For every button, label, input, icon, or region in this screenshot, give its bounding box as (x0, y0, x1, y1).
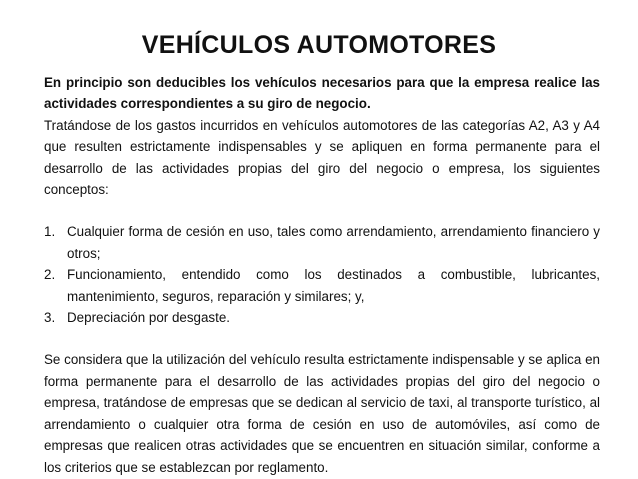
list-item-text: Cualquier forma de cesión en uso, tales como arrendamiento, arrendamiento financiero y otros; (67, 224, 600, 261)
lead-paragraph: En principio son deducibles los vehículos necesarios para que la empresa realice las actividades correspondientes a su giro de negocio. (44, 75, 600, 112)
list-item-number: 1. (44, 224, 56, 240)
list-item-number: 3. (44, 310, 56, 326)
closing-paragraph: Se considera que la utilización del vehículo resulta estrictamente indispensable y se aplica en forma permanente para el desarrollo de las actividades propias del giro del negocio o empresa, tratándose de empresas que se dedican al servicio de taxi, al transporte turístico, al arrendamiento o cualquier otra forma de cesión en uso de automóviles, así como de empresas que realicen otras actividades que se encuentren en situación similar, conforme a los criterios que se establezcan por reglamento. (44, 352, 600, 475)
list-item-text: Funcionamiento, entendido como los destinados a combustible, lubricantes, mantenimiento, seguros, reparación y similares; y, (67, 267, 600, 304)
list-item (44, 307, 600, 328)
list-item-text: Depreciación por desgaste. (67, 310, 231, 326)
paragraph-spacer (44, 328, 600, 349)
paragraph-spacer (44, 200, 600, 221)
intro-paragraph: Tratándose de los gastos incurridos en vehículos automotores de las categorías A2, A3 y A4 que resulten estrictamente indispensables y se apliquen en forma permanente para el desarrollo de las actividades propias del giro del negocio o empresa, los siguientes conceptos: (44, 117, 600, 198)
list-item (44, 264, 600, 307)
slide-title: VEHÍCULOS AUTOMOTORES (141, 31, 497, 59)
list-item (44, 221, 600, 264)
slide-body (44, 72, 600, 478)
list-item-number: 2. (44, 267, 56, 283)
concepts-list (44, 221, 600, 328)
